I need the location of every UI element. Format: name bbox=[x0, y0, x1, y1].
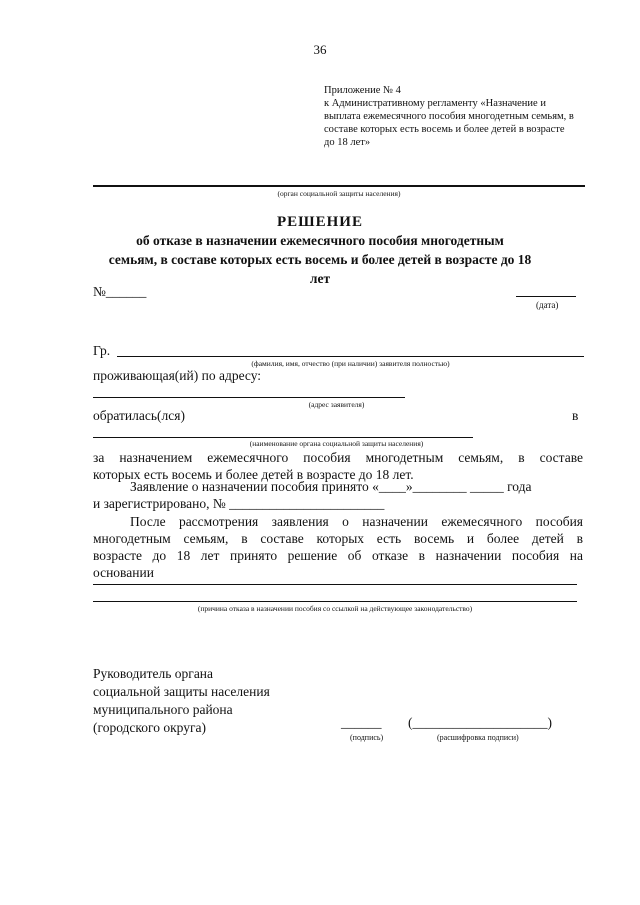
appendix-line: Приложение № 4 bbox=[324, 85, 401, 96]
decision-number-field[interactable]: №______ bbox=[93, 284, 147, 299]
address-caption: (адрес заявителя) bbox=[308, 400, 365, 409]
paragraph-line: возрасте до 18 лет принято решение об отказе в назначении пособия на bbox=[93, 548, 583, 563]
paragraph-line: которых есть восемь и более детей в возрасте до 18 лет. bbox=[93, 467, 414, 482]
decoding-caption: (расшифровка подписи) bbox=[437, 733, 519, 742]
address-label: проживающая(ий) по адресу: bbox=[93, 368, 262, 383]
signatory-line: муниципального района bbox=[93, 702, 233, 717]
paragraph-line: После рассмотрения заявления о назначении ежемесячного пособия bbox=[130, 514, 583, 529]
appendix-block bbox=[324, 84, 586, 149]
paragraph-decision bbox=[93, 513, 583, 581]
signatory-line: социальной защиты населения bbox=[93, 684, 270, 699]
appendix-line: до 18 лет» bbox=[324, 137, 371, 148]
page-number: 36 bbox=[313, 42, 327, 57]
applied-label: обратилась(лся) bbox=[93, 408, 185, 423]
paragraph-purpose bbox=[93, 449, 583, 483]
address-line[interactable] bbox=[93, 397, 405, 398]
registration-text[interactable]: и зарегистрировано, № _______________________ bbox=[93, 496, 385, 511]
subtitle-line: семьям, в составе которых есть восемь и более детей в возрасте до 18 bbox=[108, 252, 532, 267]
applicant-name-caption: (фамилия, имя, отчество (при наличии) заявителя полностью) bbox=[251, 359, 450, 368]
appendix-line: составе которых есть восемь и более детей в возрасте bbox=[324, 124, 565, 135]
paragraph-line: многодетным семьям, в составе которых есть восемь и более детей в bbox=[93, 531, 583, 546]
application-accepted-text[interactable]: Заявление о назначении пособия принято «____»________ _____ года bbox=[130, 479, 532, 494]
reason-line-2[interactable] bbox=[93, 601, 577, 602]
signatory-line: (городского округа) bbox=[93, 720, 207, 735]
signatory-block bbox=[93, 665, 270, 737]
paragraph-line: за назначением ежемесячного пособия многодетным семьям, в составе bbox=[93, 450, 583, 465]
applied-in-text: в bbox=[572, 408, 579, 423]
organ-name-caption: (наименование органа социальной защиты населения) bbox=[249, 439, 424, 448]
date-caption: (дата) bbox=[536, 300, 559, 310]
organ-caption: (орган социальной защиты населения) bbox=[277, 189, 401, 198]
document-title: РЕШЕНИЕ bbox=[277, 214, 363, 230]
appendix-line: к Административному регламенту «Назначение и bbox=[324, 98, 546, 109]
organ-line[interactable] bbox=[93, 185, 585, 187]
signature-field[interactable]: ______ bbox=[341, 715, 382, 730]
document-subtitle bbox=[80, 231, 560, 288]
date-line[interactable] bbox=[516, 296, 576, 297]
signature-caption: (подпись) bbox=[350, 733, 384, 742]
signatory-line: Руководитель органа bbox=[93, 666, 214, 681]
reason-caption: (причина отказа в назначении пособия со ссылкой на действующее законодательство) bbox=[197, 604, 473, 613]
subtitle-line: лет bbox=[309, 271, 331, 286]
applicant-label: Гр. bbox=[93, 343, 111, 358]
appendix-line: выплата ежемесячного пособия многодетным семьям, в bbox=[324, 111, 574, 122]
reason-line-1[interactable] bbox=[93, 584, 577, 585]
subtitle-line: об отказе в назначении ежемесячного пособия многодетным bbox=[136, 233, 504, 248]
organ-name-line[interactable] bbox=[93, 437, 473, 438]
paragraph-line: основании bbox=[93, 565, 154, 580]
signature-decoding-field[interactable]: (____________________) bbox=[408, 715, 552, 730]
applicant-name-line[interactable] bbox=[117, 356, 584, 357]
